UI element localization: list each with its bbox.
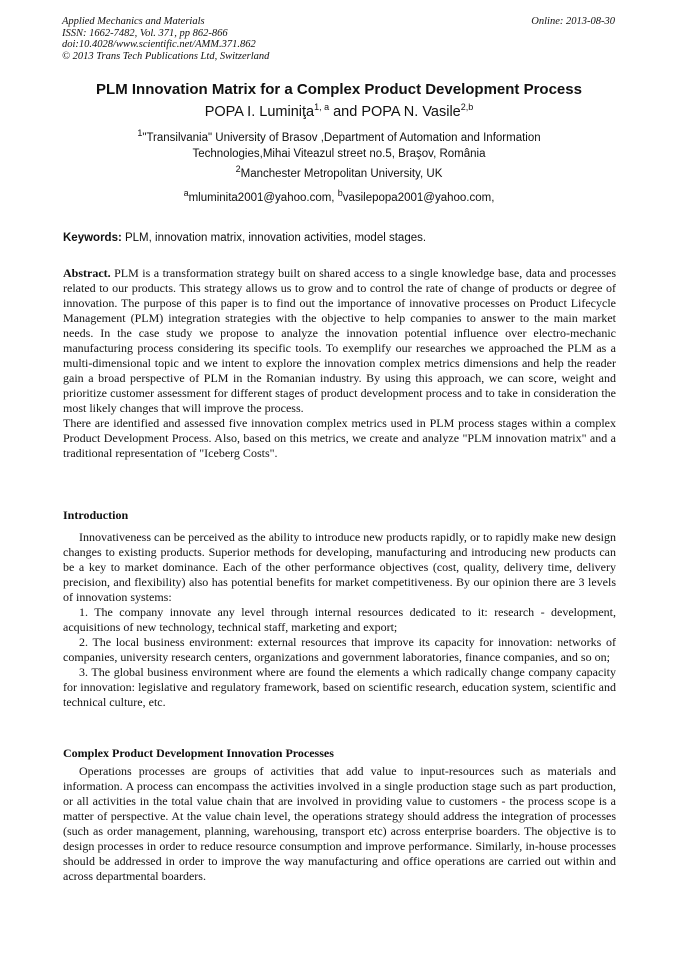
- intro-list-item-1: 1. The company innovate any level through internal resources dedicated to it: research - development, acquisitions of new technology, technical staff, marketing and export;: [63, 605, 616, 634]
- section-2-heading: Complex Product Development Innovation Processes: [63, 746, 334, 760]
- author-and: and: [329, 104, 362, 120]
- journal-copyright: © 2013 Trans Tech Publications Ltd, Switzerland: [62, 50, 270, 62]
- journal-issn: ISSN: 1662-7482, Vol. 371, pp 862-866: [62, 27, 228, 39]
- abstract-paragraph-1: [63, 266, 616, 416]
- online-date: Online: 2013-08-30: [531, 16, 615, 27]
- author-line: [40, 104, 638, 120]
- email-b-sup: b: [337, 188, 343, 199]
- journal-doi: doi:10.4028/www.scientific.net/AMM.371.862: [62, 39, 256, 50]
- abstract: [63, 266, 616, 461]
- section-2-paragraph: Operations processes are groups of activities that add value to input-resources such as materials and information. A process can encompass the activities involved in a single production stage such as part production, or all activities in the total value chain that are involved in providing value to customers - the process scope is a matter of perspective. At the value chain level, the operations strategy should address the integration of processes (such as order management, planning, warehousing, transport etc) across enterprise boarders. The objective is to design processes in order to reduce resource consumption and improve performance. Similarly, in-house processes should be addressed in order to improve the way manufacturing and office operations are carried out within and across departmental boarders.: [63, 764, 616, 883]
- aff-1-sup: 1: [137, 128, 143, 139]
- abstract-text-1: PLM is a transformation strategy built on shared access to a single knowledge base, data and processes related to our products. This strategy allows us to grow and to control the rate of change of products or degree of innovation. The purpose of this paper is to find out the importance of innovative processes on Product Lifecycle Management (PLM) integration strategies with the objective to help companies to answer to the main market needs. In the case study we propose to analyze the innovation potential influence over electro-mechanic manufacturing process considering its specific tools. To exemplify our researches we approached the PLM as a multi-dimensional topic and we intent to explore the innovation complex metrics dimensions and help the reader gain a broad perspective of PLM in the Romanian industry. By using this approach, we can score, weight and prioritize customer assessment for different stages of product development process and to take in consideration the most likely changes that will improve the process.: [63, 266, 616, 415]
- aff-1-line-2: Technologies,Mihai Viteazul street no.5, Braşov, România: [192, 148, 486, 160]
- intro-list-item-2: 2. The local business environment: external resources that improve its capacity for innovation: networks of companies, university research centers, organizations and government laboratories, finance companies, and so on;: [63, 635, 616, 664]
- aff-2-sup: 2: [235, 164, 241, 175]
- affiliation-1: [40, 130, 638, 162]
- affiliation-2: [40, 166, 638, 182]
- journal-header: [62, 16, 269, 62]
- author-2-sup: 2,b: [460, 102, 474, 113]
- introduction-heading: Introduction: [63, 508, 129, 522]
- keywords-label: Keywords:: [63, 232, 122, 244]
- email-a: mluminita2001@yahoo.com,: [188, 192, 338, 204]
- journal-name: Applied Mechanics and Materials: [62, 16, 205, 27]
- author-2-name: POPA N. Vasile: [361, 104, 461, 120]
- paper-title: PLM Innovation Matrix for a Complex Product Development Process: [96, 81, 582, 98]
- author-1-sup: 1, a: [314, 102, 330, 113]
- intro-paragraph: Innovativeness can be perceived as the ability to introduce new products rapidly, or to rapidly make new design changes to existing products. Superior methods for developing, manufacturing and introducing new products can be a key to market dominance. Each of the other performance objectives (cost, quality, delivery time, delivery precision, and flexibility) also has potential benefits for market competitiveness. By our opinion there are 3 levels of innovation systems:: [63, 530, 616, 604]
- keywords: [63, 232, 426, 244]
- author-1-name: POPA I. Luminiţa: [204, 104, 315, 120]
- abstract-label: Abstract.: [63, 266, 111, 280]
- abstract-paragraph-2: There are identified and assessed five innovation complex metrics used in PLM process stages within a complex Product Development Process. Also, based on this metrics, we create and analyze "PLM innovation matrix" and a traditional representation of "Iceberg Costs".: [63, 416, 616, 460]
- aff-2-text: Manchester Metropolitan University, UK: [240, 168, 443, 180]
- introduction-body: [63, 530, 616, 710]
- keywords-text: PLM, innovation matrix, innovation activities, model stages.: [121, 232, 427, 244]
- email-b: vasilepopa2001@yahoo.com,: [342, 192, 495, 204]
- intro-list-item-3: 3. The global business environment where are found the elements a which radically change company capacity for innovation: legislative and regulatory framework, based on scientific research, education system, scientific and technical culture, etc.: [63, 665, 616, 709]
- section-2-body: [63, 764, 616, 884]
- email-a-sup: a: [183, 188, 189, 199]
- author-emails: [40, 190, 638, 206]
- aff-1-line-1: "Transilvania" University of Brasov ,Department of Automation and Information: [142, 132, 541, 144]
